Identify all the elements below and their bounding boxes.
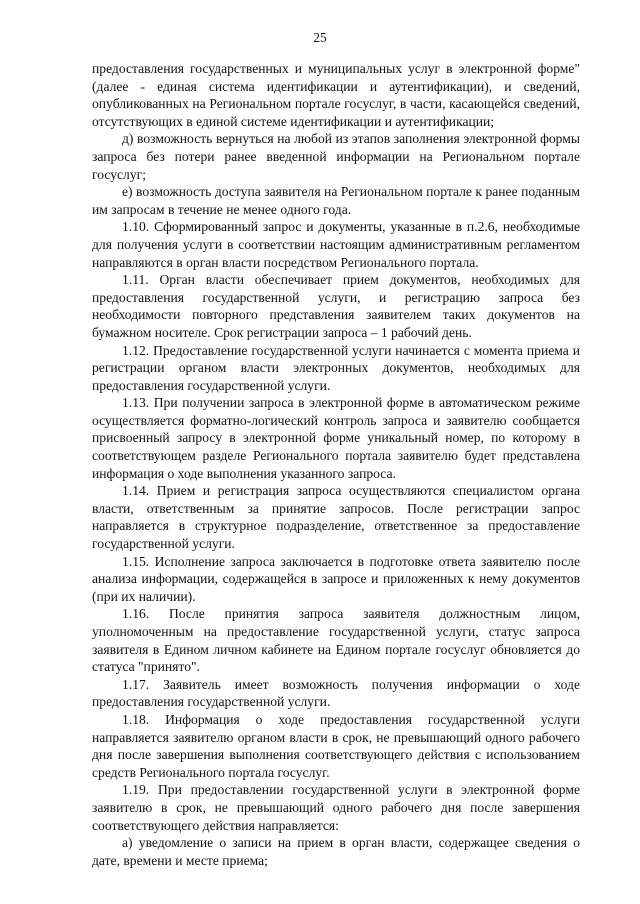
paragraph-1-19: 1.19. При предоставлении государственной услуги в электронной форме заявителю в срок, не превышающий одного рабочего дня после завершения соответствующего действия направляется: — [92, 782, 580, 833]
paragraph-1-17: 1.17. Заявитель имеет возможность получения информации о ходе предоставления государственной услуги. — [92, 676, 580, 710]
paragraph-1-10: 1.10. Сформированный запрос и документы, указанные в п.2.6, необходимые для получения услуги в соответствии настоящим административным регламентом направляются в орган власти посредством Регионального портала. — [92, 219, 580, 270]
paragraph-1-15: 1.15. Исполнение запроса заключается в подготовке ответа заявителю после анализа информации, содержащейся в запросе и приложенных к нему документов (при их наличии). — [92, 553, 580, 604]
paragraph-1-11: 1.11. Орган власти обеспечивает прием документов, необходимых для предоставления государственной услуги, и регистрацию запроса без необходимости повторного представления заявителем таких документов на бумажном носителе. Срок регистрации запроса – 1 рабочий день. — [92, 272, 580, 340]
paragraph-1-12: 1.12. Предоставление государственной услуги начинается с момента приема и регистрации органом власти электронных документов, необходимых для предоставления государственной услуги. — [92, 342, 580, 393]
page-number: 25 — [313, 30, 327, 45]
paragraph-1-13: 1.13. При получении запроса в электронной форме в автоматическом режиме осуществляется форматно-логический контроль запроса и заявителю сообщается присвоенный запросу в электронной форме уникальный номер, по которому в соответствующем разделе Регионального портала заявителю будет представлена информация о ходе выполнения указанного запроса. — [92, 395, 580, 481]
paragraph-1-18: 1.18. Информация о ходе предоставления государственной услуги направляется заявителю органом власти в срок, не превышающий одного рабочего дня после завершения выполнения соответствующего действия с использованием средств Регионального портала госуслуг. — [92, 711, 580, 780]
paragraph-1-14: 1.14. Прием и регистрация запроса осуществляются специалистом органа власти, ответственным за принятие запросов. После регистрации запрос направляется в структурное подразделение, ответственное за предоставление государственной услуги. — [92, 483, 580, 552]
paragraph-item-e: е) возможность доступа заявителя на Региональном портале к ранее поданным им запросам в течение не менее одного года. — [92, 184, 580, 217]
document-body — [92, 60, 580, 869]
paragraph-1-16: 1.16. После принятия запроса заявителя должностным лицом, уполномоченным на предоставление государственной услуги, статус запроса заявителя в Едином личном кабинете на Едином портале госуслуг обновляется до статуса "принято". — [92, 606, 580, 675]
paragraph-item-a: а) уведомление о записи на прием в орган власти, содержащее сведения о дате, времени и месте приема; — [92, 835, 580, 868]
paragraph-item-d: д) возможность вернуться на любой из этапов заполнения электронной формы запроса без потери ранее введенной информации на Региональном портале госуслуг; — [92, 131, 580, 182]
paragraph-continuation: предоставления государственных и муниципальных услуг в электронной форме" (далее - единая система идентификации и аутентификации), и сведений, опубликованных на Региональном портале госуслуг, в части, касающейся сведений, отсутствующих в единой системе идентификации и аутентификации; — [92, 61, 580, 129]
